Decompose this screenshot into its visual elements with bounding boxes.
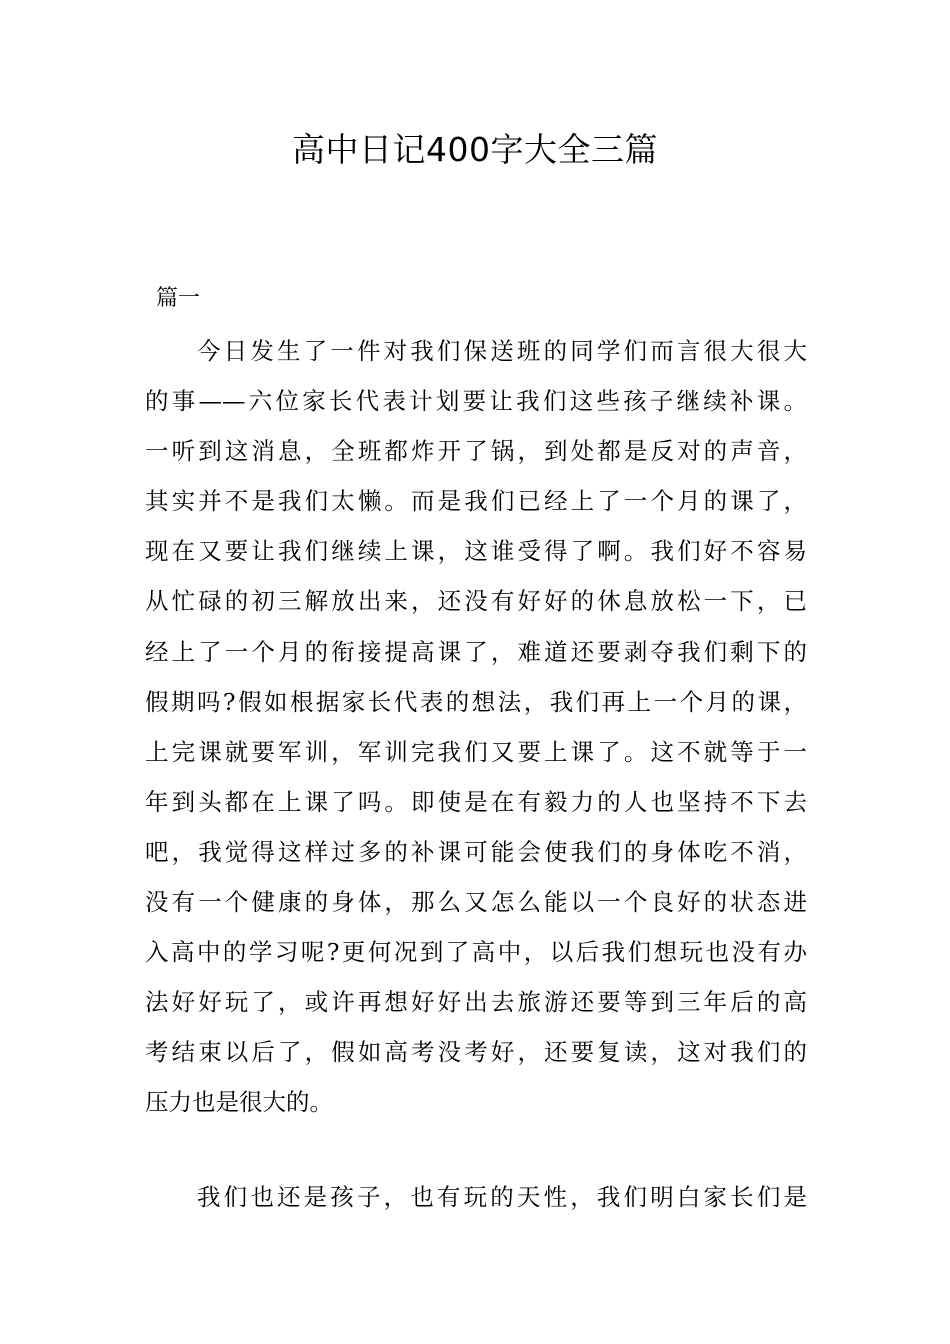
paragraph-line: 我们也还是孩子，也有玩的天性，我们明白家长们是 xyxy=(197,1183,807,1211)
paragraph-line: 从忙碌的初三解放出来，还没有好好的休息放松一下，已 xyxy=(145,587,807,616)
paragraph-2 xyxy=(145,1172,807,1222)
paragraph-line: 假期吗?假如根据家长代表的想法，我们再上一个月的课， xyxy=(145,687,807,716)
paragraph-line: 入高中的学习呢?更何况到了高中，以后我们想玩也没有办 xyxy=(145,938,807,967)
paragraph-line: 现在又要让我们继续上课，这谁受得了啊。我们好不容易 xyxy=(145,537,807,566)
paragraph-1 xyxy=(145,326,807,1128)
section-label: 篇一 xyxy=(156,286,201,311)
paragraph-line: 压力也是很大的。 xyxy=(145,1088,333,1117)
paragraph-line: 吧，我觉得这样过多的补课可能会使我们的身体吃不消， xyxy=(145,837,807,866)
paragraph-line: 上完课就要军训，军训完我们又要上课了。这不就等于一 xyxy=(145,737,807,766)
paragraph-line: 法好好玩了，或许再想好好出去旅游还要等到三年后的高 xyxy=(145,988,807,1017)
paragraph-line: 今日发生了一件对我们保送班的同学们而言很大很大 xyxy=(197,337,807,365)
paragraph-line: 一听到这消息，全班都炸开了锅，到处都是反对的声音， xyxy=(145,437,807,466)
document-title: 高中日记400字大全三篇 xyxy=(292,130,658,169)
paragraph-line: 其实并不是我们太懒。而是我们已经上了一个月的课了， xyxy=(145,487,807,516)
paragraph-line: 的事——六位家长代表计划要让我们这些孩子继续补课。 xyxy=(145,387,807,416)
paragraph-line: 年到头都在上课了吗。即使是在有毅力的人也坚持不下去 xyxy=(145,787,807,816)
paragraph-line: 考结束以后了，假如高考没考好，还要复读，这对我们的 xyxy=(145,1038,807,1067)
paragraph-line: 经上了一个月的衔接提高课了，难道还要剥夺我们剩下的 xyxy=(145,637,807,666)
paragraph-line: 没有一个健康的身体，那么又怎么能以一个良好的状态进 xyxy=(145,888,807,917)
